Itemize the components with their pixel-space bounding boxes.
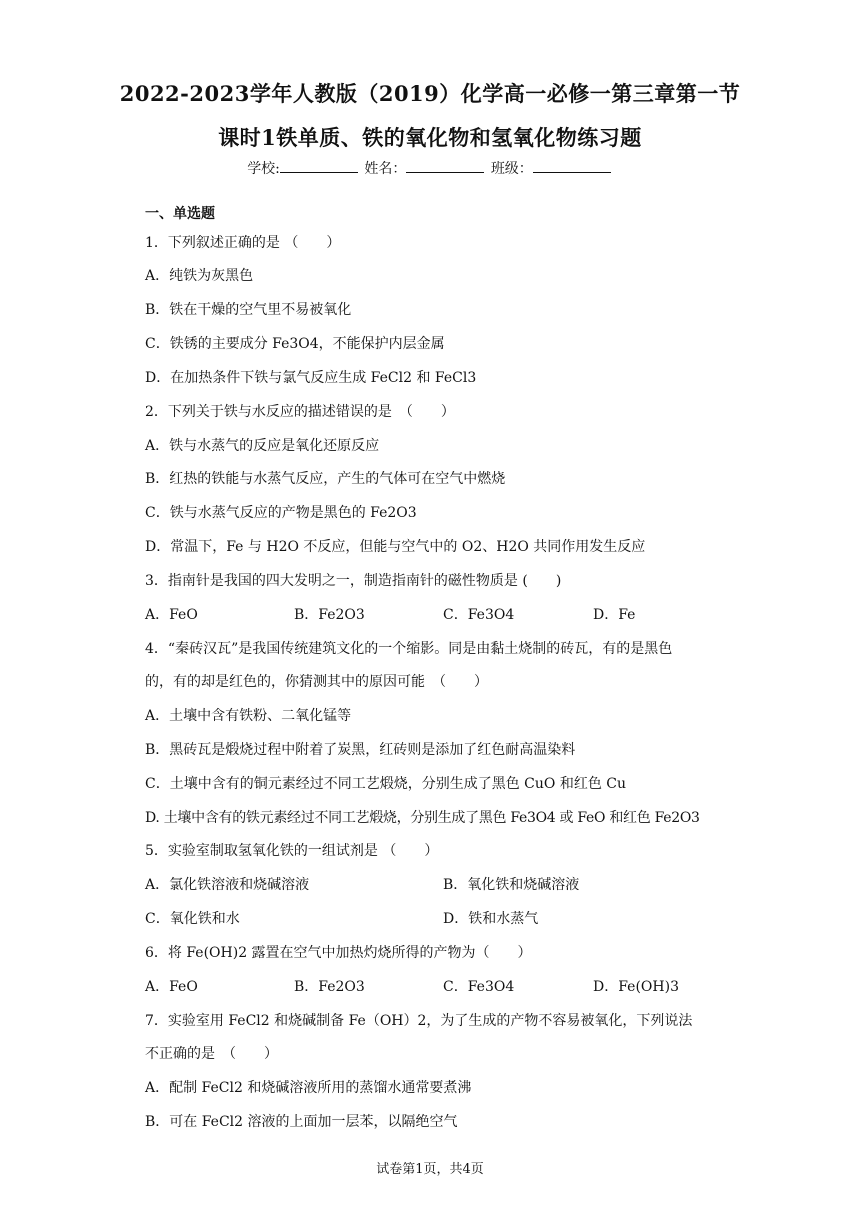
name-label: 姓名： — [364, 161, 407, 177]
question-5-option-c: C．氧化铁和水 — [145, 911, 240, 927]
question-6-option-d: D．Fe(OH)3 — [593, 979, 679, 995]
question-4-stem-line-2: 的，有的却是红色的，你猜测其中的原因可能 （ ） — [145, 674, 488, 690]
class-label: 班级： — [490, 161, 533, 177]
class-blank — [533, 159, 611, 173]
question-2-option-c: C．铁与水蒸气反应的产物是黑色的 Fe2O3 — [145, 505, 417, 521]
question-3-option-b: B．Fe2O3 — [294, 607, 365, 623]
question-6-option-c: C．Fe3O4 — [443, 979, 515, 995]
question-3-stem: 3．指南针是我国的四大发明之一，制造指南针的磁性物质是 ( ) — [145, 573, 562, 589]
title-line-2: 课时1铁单质、铁的氧化物和氢氧化物练习题 — [218, 125, 642, 150]
question-4-option-d: D. 土壤中含有的铁元素经过不同工艺煅烧，分别生成了黑色 Fe3O4 或 FeO 和红色 Fe2O3 — [145, 810, 700, 826]
question-3-option-a: A．FeO — [145, 607, 198, 623]
question-1-option-a: A．纯铁为灰黑色 — [145, 268, 254, 284]
question-4-option-b: B．黑砖瓦是煅烧过程中附着了炭黑，红砖则是添加了红色耐高温染料 — [145, 742, 576, 758]
school-label: 学校: — [247, 161, 280, 177]
question-5-stem: 5．实验室制取氢氧化铁的一组试剂是 （ ） — [145, 843, 439, 859]
question-1-option-d: D．在加热条件下铁与氯气反应生成 FeCl2 和 FeCl3 — [145, 370, 477, 386]
name-blank — [406, 159, 484, 173]
student-info — [0, 158, 860, 178]
question-7-stem-line-2: 不正确的是 （ ） — [145, 1046, 278, 1062]
question-2-option-a: A．铁与水蒸气的反应是氧化还原反应 — [145, 438, 380, 454]
question-1-stem: 1．下列叙述正确的是 （ ） — [145, 235, 341, 251]
question-5-option-a: A．氯化铁溶液和烧碱溶液 — [145, 877, 310, 893]
question-2-option-b: B．红热的铁能与水蒸气反应，产生的气体可在空气中燃烧 — [145, 471, 506, 487]
title-line-1: 2022-2023学年人教版（2019）化学高一必修一第三章第一节 — [119, 81, 741, 106]
question-3-option-d: D．Fe — [593, 607, 636, 623]
school-blank — [280, 159, 358, 173]
question-7-option-b: B．可在 FeCl2 溶液的上面加一层苯，以隔绝空气 — [145, 1114, 458, 1130]
question-2-option-d: D．常温下，Fe 与 H2O 不反应，但能与空气中的 O2、H2O 共同作用发生反应 — [145, 539, 646, 555]
question-5-option-d: D．铁和水蒸气 — [443, 911, 539, 927]
question-3-option-c: C．Fe3O4 — [443, 607, 515, 623]
question-5-option-b: B．氧化铁和烧碱溶液 — [443, 877, 580, 893]
section-heading: 一、单选题 — [145, 206, 215, 222]
question-4-option-a: A．土壤中含有铁粉、二氧化锰等 — [145, 708, 352, 724]
question-1-option-b: B．铁在干燥的空气里不易被氧化 — [145, 302, 352, 318]
question-4-option-c: C．土壤中含有的铜元素经过不同工艺煅烧，分别生成了黑色 CuO 和红色 Cu — [145, 776, 626, 792]
question-7-option-a: A．配制 FeCl2 和烧碱溶液所用的蒸馏水通常要煮沸 — [145, 1080, 472, 1096]
question-7-stem-line-1: 7．实验室用 FeCl2 和烧碱制备 Fe（OH）2，为了生成的产物不容易被氧化，下列说法 — [145, 1013, 693, 1029]
question-2-stem: 2．下列关于铁与水反应的描述错误的是 （ ） — [145, 404, 455, 420]
page-footer: 试卷第1页，共4页 — [376, 1162, 484, 1177]
question-6-stem: 6．将 Fe(OH)2 露置在空气中加热灼烧所得的产物为（ ） — [145, 945, 532, 961]
question-4-stem-line-1: 4．“秦砖汉瓦”是我国传统建筑文化的一个缩影。同是由黏土烧制的砖瓦，有的是黑色 — [145, 641, 673, 657]
question-6-option-b: B．Fe2O3 — [294, 979, 365, 995]
question-1-option-c: C．铁锈的主要成分 Fe3O4，不能保护内层金属 — [145, 336, 445, 352]
question-6-option-a: A．FeO — [145, 979, 198, 995]
